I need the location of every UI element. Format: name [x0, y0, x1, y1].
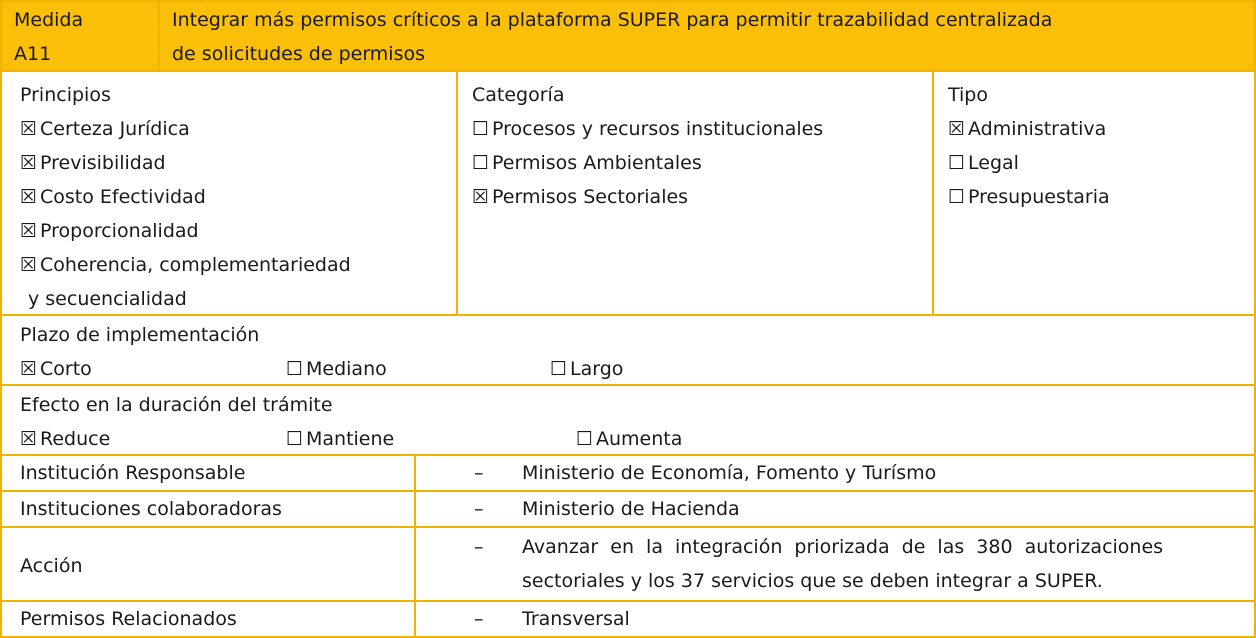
principio-label: Certeza Jurídica	[40, 118, 190, 140]
row-value-line2: sectoriales y los 37 servicios que se deben integrar a SUPER.	[522, 570, 1103, 592]
efecto-option-label: Aumenta	[596, 428, 683, 450]
principio-item	[20, 146, 456, 180]
plazo-option-label: Mediano	[306, 358, 387, 380]
categoria-label: Procesos y recursos institucionales	[492, 118, 824, 140]
row-value-cell	[414, 490, 1256, 528]
row-label-cell	[0, 490, 416, 528]
principio-item	[20, 214, 456, 248]
principio-label: Costo Efectividad	[40, 186, 206, 208]
categoria-item	[472, 146, 932, 180]
row-value-cell	[414, 454, 1256, 492]
measure-code: A11	[14, 43, 52, 65]
tipo-label: Presupuestaria	[968, 186, 1110, 208]
unchecked-box-icon: ☐	[472, 152, 490, 174]
categoria-label: Permisos Ambientales	[492, 152, 702, 174]
unchecked-box-icon: ☐	[550, 358, 568, 380]
row-label: Acción	[20, 555, 83, 577]
row-label: Instituciones colaboradoras	[20, 498, 282, 520]
row-value-cell	[414, 526, 1256, 602]
unchecked-box-icon: ☐	[576, 428, 594, 450]
checked-box-icon: ☒	[472, 186, 490, 208]
principio-item	[20, 112, 456, 146]
unchecked-box-icon: ☐	[286, 358, 304, 380]
row-value: Transversal	[522, 608, 630, 630]
efecto-option	[20, 422, 110, 456]
row-label-cell	[0, 526, 416, 602]
plazo-option-label: Largo	[570, 358, 624, 380]
efecto-option-label: Mantiene	[306, 428, 395, 450]
row-value-cell	[414, 600, 1256, 638]
unchecked-box-icon: ☐	[472, 118, 490, 140]
plazo-heading: Plazo de implementación	[20, 324, 260, 346]
principio-continuation: y secuencialidad	[28, 288, 187, 310]
principio-label: Previsibilidad	[40, 152, 166, 174]
dash-bullet: –	[474, 462, 484, 484]
checked-box-icon: ☒	[948, 118, 966, 140]
row-value: Ministerio de Economía, Fomento y Turísmo	[522, 462, 937, 484]
plazo-option-label: Corto	[40, 358, 92, 380]
checked-box-icon: ☒	[20, 358, 38, 380]
categoria-cell	[456, 70, 934, 316]
tipo-item	[948, 180, 1254, 214]
dash-bullet: –	[474, 498, 484, 520]
principio-item	[20, 180, 456, 214]
plazo-option	[550, 352, 623, 386]
row-label-cell	[0, 600, 416, 638]
row-label: Institución Responsable	[20, 462, 246, 484]
row-label: Permisos Relacionados	[20, 608, 237, 630]
checked-box-icon: ☒	[20, 220, 38, 242]
tipo-label: Legal	[968, 152, 1019, 174]
dash-bullet: –	[474, 536, 484, 558]
categoria-heading: Categoría	[472, 84, 565, 106]
checked-box-icon: ☒	[20, 186, 38, 208]
tipo-item	[948, 146, 1254, 180]
measure-label: Medida	[14, 9, 84, 31]
principios-cell	[0, 70, 458, 316]
row-value: Ministerio de Hacienda	[522, 498, 740, 520]
plazo-option	[286, 352, 387, 386]
checked-box-icon: ☒	[20, 118, 38, 140]
tipo-item	[948, 112, 1254, 146]
plazo-cell	[0, 314, 1256, 386]
row-value-line1: Avanzar en la integración priorizada de las 380 autorizaciones	[522, 536, 1164, 558]
checked-box-icon: ☒	[20, 428, 38, 450]
efecto-option	[286, 422, 394, 456]
row-label-cell	[0, 454, 416, 492]
efecto-option-label: Reduce	[40, 428, 111, 450]
unchecked-box-icon: ☐	[948, 152, 966, 174]
principios-heading: Principios	[20, 84, 111, 106]
efecto-cell	[0, 384, 1256, 456]
tipo-label: Administrativa	[968, 118, 1107, 140]
measure-title-line1: Integrar más permisos críticos a la plataforma SUPER para permitir trazabilidad centralizada	[172, 9, 1053, 31]
categoria-label: Permisos Sectoriales	[492, 186, 689, 208]
tipo-cell	[932, 70, 1256, 316]
unchecked-box-icon: ☐	[286, 428, 304, 450]
efecto-option	[576, 422, 682, 456]
categoria-item	[472, 180, 932, 214]
header-measure-cell	[0, 0, 160, 72]
header-title-cell	[158, 0, 1256, 72]
tipo-heading: Tipo	[948, 84, 988, 106]
categoria-item	[472, 112, 932, 146]
plazo-option	[20, 352, 92, 386]
principio-label: Coherencia, complementariedad	[40, 254, 351, 276]
checked-box-icon: ☒	[20, 152, 38, 174]
principio-item	[20, 248, 456, 282]
measure-title-line2: de solicitudes de permisos	[172, 43, 426, 65]
principio-label: Proporcionalidad	[40, 220, 199, 242]
dash-bullet: –	[474, 608, 484, 630]
checked-box-icon: ☒	[20, 254, 38, 276]
efecto-heading: Efecto en la duración del trámite	[20, 394, 333, 416]
unchecked-box-icon: ☐	[948, 186, 966, 208]
